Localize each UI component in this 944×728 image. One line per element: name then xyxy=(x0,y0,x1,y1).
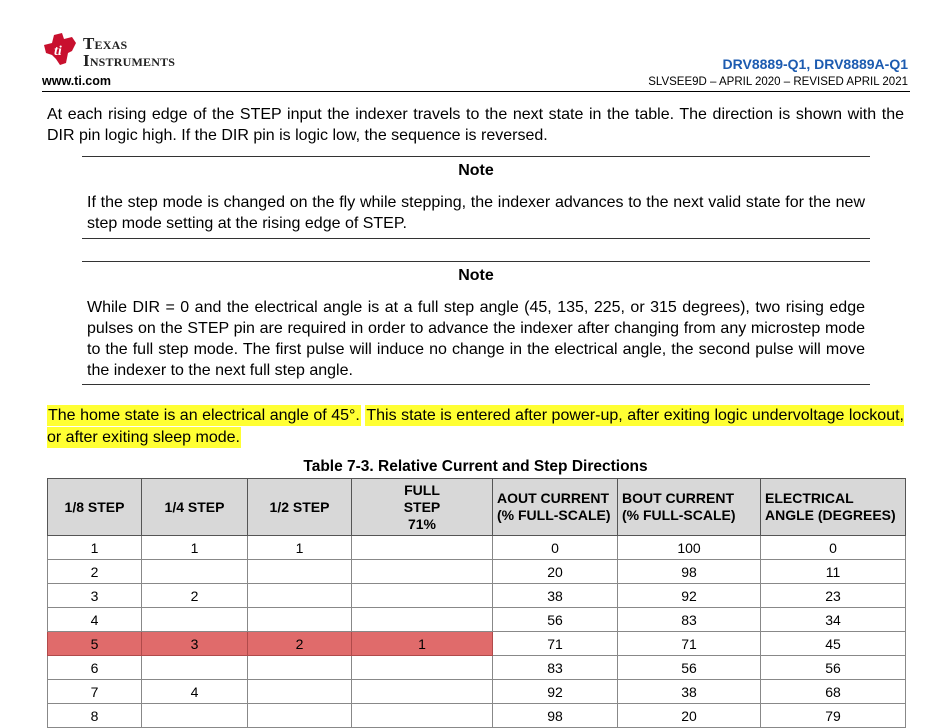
cell-aout: 0 xyxy=(493,536,618,560)
header-full-step xyxy=(352,479,493,536)
header-divider xyxy=(42,91,910,92)
note-2-bottom-rule xyxy=(82,384,870,385)
cell-aout: 98 xyxy=(493,704,618,728)
cell-quarter-step xyxy=(142,560,248,584)
cell-angle: 0 xyxy=(761,536,906,560)
svg-text:ti: ti xyxy=(54,44,62,59)
cell-bout: 92 xyxy=(618,584,761,608)
cell-bout: 98 xyxy=(618,560,761,584)
company-line-1: Texas xyxy=(83,34,128,53)
cell-angle-value: 45 xyxy=(825,635,841,652)
cell-bout-marked xyxy=(618,632,761,656)
cell-half-step xyxy=(248,680,352,704)
cell-full-step xyxy=(352,536,493,560)
cell-aout: 20 xyxy=(493,560,618,584)
cell-full-step xyxy=(352,560,493,584)
cell-full-step xyxy=(352,608,493,632)
cell-angle: 56 xyxy=(761,656,906,680)
header-aout-current xyxy=(493,479,618,536)
cell-half-step: 1 xyxy=(248,536,352,560)
intro-paragraph: At each rising edge of the STEP input the indexer travels to the next state in the table. The direction is shown with the DIR pin logic high. If the DIR pin is logic low, the sequence is reversed. xyxy=(47,106,904,144)
cell-bout: 38 xyxy=(618,680,761,704)
cell-half-step xyxy=(248,560,352,584)
cell-angle: 79 xyxy=(761,704,906,728)
header-bout-current xyxy=(618,479,761,536)
home-state-sentence-2: This state is entered after power-up, after exiting logic undervoltage lockout, or after exiting sleep mode. xyxy=(47,407,904,446)
cell-angle: 23 xyxy=(761,584,906,608)
cell-aout: 38 xyxy=(493,584,618,608)
cell-angle-marked xyxy=(761,632,906,656)
cell-aout: 83 xyxy=(493,656,618,680)
cell-angle: 34 xyxy=(761,608,906,632)
cell-aout-marked xyxy=(493,632,618,656)
cell-bout-value: 71 xyxy=(681,635,697,652)
document-title: DRV8889-Q1, DRV8889A-Q1 xyxy=(722,56,908,72)
cell-aout: 92 xyxy=(493,680,618,704)
table-row-highlighted xyxy=(48,632,906,656)
cell-quarter-step: 2 xyxy=(142,584,248,608)
cell-eighth-step: 2 xyxy=(48,560,142,584)
cell-eighth-step: 7 xyxy=(48,680,142,704)
cell-angle: 11 xyxy=(761,560,906,584)
header-eighth-step: 1/8 STEP xyxy=(48,479,142,536)
cell-angle: 68 xyxy=(761,680,906,704)
cell-bout: 100 xyxy=(618,536,761,560)
home-state-sentence-1: The home state is an electrical angle of 45°. xyxy=(48,407,360,424)
header-bout-line1: BOUT CURRENT xyxy=(622,490,734,506)
cell-eighth-step: 5 xyxy=(48,632,142,656)
header-full-step-line3: 71% xyxy=(407,515,437,532)
cell-eighth-step: 8 xyxy=(48,704,142,728)
cell-bout: 56 xyxy=(618,656,761,680)
cell-half-step: 2 xyxy=(248,632,352,656)
cell-quarter-step xyxy=(142,608,248,632)
header-full-step-line2: STEP xyxy=(403,498,441,515)
site-url-link[interactable]: www.ti.com xyxy=(42,74,111,88)
table-row xyxy=(48,536,906,560)
document-revision: SLVSEE9D – APRIL 2020 – REVISED APRIL 2021 xyxy=(648,76,908,88)
relative-current-table xyxy=(47,478,906,728)
header-full-step-line1: FULL xyxy=(404,481,440,498)
cell-quarter-step: 3 xyxy=(142,632,248,656)
cell-quarter-step: 4 xyxy=(142,680,248,704)
ti-logo-icon xyxy=(42,31,78,67)
company-logo-text xyxy=(83,35,175,69)
note-1-bottom-rule xyxy=(82,238,870,239)
company-line-2: Instruments xyxy=(83,51,176,70)
table-row xyxy=(48,704,906,728)
note-1-body: If the step mode is changed on the fly while stepping, the indexer advances to the next valid state for the new step mode setting at the rising edge of STEP. xyxy=(87,194,865,232)
cell-full-step: 1 xyxy=(352,632,493,656)
cell-full-step xyxy=(352,656,493,680)
table-row xyxy=(48,656,906,680)
header-electrical-angle xyxy=(761,479,906,536)
note-2-title: Note xyxy=(458,267,494,284)
cell-quarter-step xyxy=(142,656,248,680)
cell-half-step xyxy=(248,584,352,608)
cell-eighth-step: 6 xyxy=(48,656,142,680)
cell-eighth-step: 3 xyxy=(48,584,142,608)
header-angle-line1: ELECTRICAL xyxy=(765,490,854,506)
cell-full-step xyxy=(352,680,493,704)
cell-half-step xyxy=(248,608,352,632)
header-aout-line1: AOUT CURRENT xyxy=(497,490,609,506)
note-1-title: Note xyxy=(458,162,494,179)
cell-full-step xyxy=(352,704,493,728)
table-row xyxy=(48,680,906,704)
header-aout-line2: (% FULL-SCALE) xyxy=(497,507,611,523)
cell-quarter-step: 1 xyxy=(142,536,248,560)
note-2-top-rule xyxy=(82,261,870,262)
cell-eighth-step: 1 xyxy=(48,536,142,560)
note-2-body: While DIR = 0 and the electrical angle is at a full step angle (45, 135, 225, or 315 degrees), two rising edge pulses on the STEP pin are required in order to advance the indexer after changing from any microstep mode to the full step mode. The first pulse will induce no change in the electrical angle, the second pulse will move the indexer to the next full step angle. xyxy=(87,299,865,379)
cell-half-step xyxy=(248,656,352,680)
note-1-top-rule xyxy=(82,156,870,157)
cell-bout: 20 xyxy=(618,704,761,728)
cell-half-step xyxy=(248,704,352,728)
table-row xyxy=(48,584,906,608)
table-caption: Table 7-3. Relative Current and Step Directions xyxy=(303,458,648,475)
cell-aout: 56 xyxy=(493,608,618,632)
cell-quarter-step xyxy=(142,704,248,728)
home-state-paragraph xyxy=(47,405,904,449)
table-row xyxy=(48,608,906,632)
header-bout-line2: (% FULL-SCALE) xyxy=(622,507,736,523)
header-half-step: 1/2 STEP xyxy=(248,479,352,536)
cell-eighth-step: 4 xyxy=(48,608,142,632)
table-header-row xyxy=(48,479,906,536)
cell-bout: 83 xyxy=(618,608,761,632)
table-row xyxy=(48,560,906,584)
header-quarter-step: 1/4 STEP xyxy=(142,479,248,536)
cell-full-step xyxy=(352,584,493,608)
cell-aout-value: 71 xyxy=(547,635,563,652)
header-angle-line2: ANGLE (DEGREES) xyxy=(765,507,896,523)
